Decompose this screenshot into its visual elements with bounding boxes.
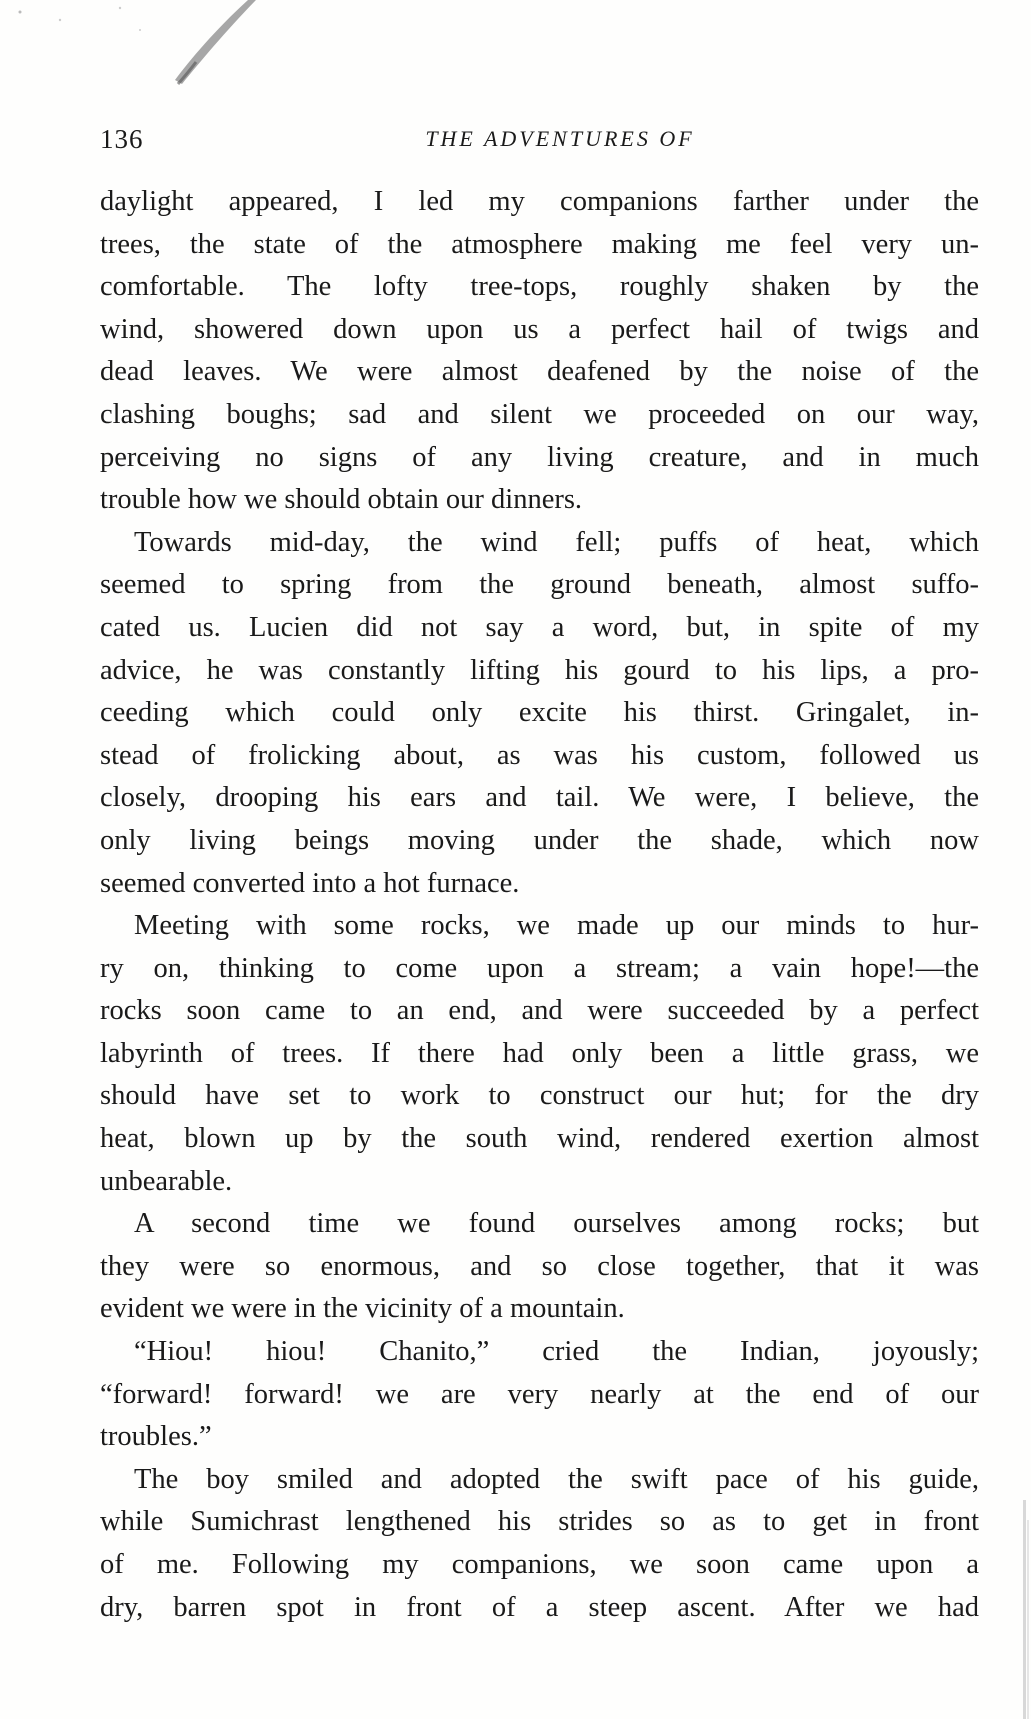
text-line: wind, showered down upon us a perfect hail of twigs and	[100, 313, 979, 345]
text-line: dead leaves. We were almost deafened by the noise of the	[100, 356, 979, 388]
text-line: only living beings moving under the shade, which now	[100, 824, 979, 856]
text-line: rocks soon came to an end, and were succeeded by a perfect	[100, 995, 979, 1027]
text-line: trees, the state of the atmosphere making me feel very un-	[100, 228, 979, 260]
text-line: Meeting with some rocks, we made up our minds to hur-	[134, 910, 979, 942]
text-line: of me. Following my companions, we soon came upon a	[100, 1549, 979, 1580]
text-line: The boy smiled and adopted the swift pace of his guide,	[134, 1463, 979, 1495]
page-number: 136	[100, 124, 144, 154]
text-line: seemed converted into a hot furnace.	[100, 867, 520, 899]
text-line: heat, blown up by the south wind, rendered exertion almost	[100, 1123, 979, 1155]
text-line: seemed to spring from the ground beneath, almost suffo-	[100, 569, 979, 601]
text-line: perceiving no signs of any living creature, and in much	[100, 441, 979, 473]
text-line: evident we were in the vicinity of a mountain.	[100, 1293, 625, 1325]
text-line: “forward! forward! we are very nearly at the end of our	[100, 1378, 979, 1410]
text-line: ry on, thinking to come upon a stream; a vain hope!—the	[100, 952, 979, 984]
text-line: labyrinth of trees. If there had only been a little grass, we	[100, 1037, 979, 1069]
page-header	[100, 124, 980, 160]
text-line: unbearable.	[100, 1165, 233, 1197]
body-text	[100, 181, 979, 1629]
text-line: closely, drooping his ears and tail. We were, I believe, the	[100, 782, 979, 814]
text-line: dry, barren spot in front of a steep ascent. After we had	[100, 1591, 979, 1623]
text-line: comfortable. The lofty tree-tops, roughly shaken by the	[100, 271, 979, 303]
scan-smudge-mark	[0, 0, 300, 90]
text-line: ceeding which could only excite his thirst. Gringalet, in-	[100, 697, 979, 729]
text-line: Towards mid-day, the wind fell; puffs of heat, which	[134, 526, 979, 558]
text-line: A second time we found ourselves among rocks; but	[134, 1208, 979, 1240]
text-line: clashing boughs; sad and silent we proceeded on our way,	[100, 398, 979, 430]
page-edge-shadow	[1015, 1500, 1031, 1719]
text-line: stead of frolicking about, as was his custom, followed us	[100, 739, 979, 771]
text-line: while Sumichrast lengthened his strides so as to get in front	[100, 1506, 979, 1538]
text-line: should have set to work to construct our hut; for the dry	[100, 1080, 979, 1112]
text-line: they were so enormous, and so close together, that it was	[100, 1250, 979, 1282]
running-head: THE ADVENTURES OF	[425, 126, 695, 151]
text-line: advice, he was constantly lifting his gourd to his lips, a pro-	[100, 654, 979, 686]
text-line: trouble how we should obtain our dinners.	[100, 484, 583, 516]
text-line: daylight appeared, I led my companions farther under the	[100, 186, 979, 217]
text-line: troubles.”	[100, 1421, 212, 1453]
text-line: “Hiou! hiou! Chanito,” cried the Indian, joyously;	[134, 1336, 979, 1368]
text-line: cated us. Lucien did not say a word, but, in spite of my	[100, 611, 979, 643]
